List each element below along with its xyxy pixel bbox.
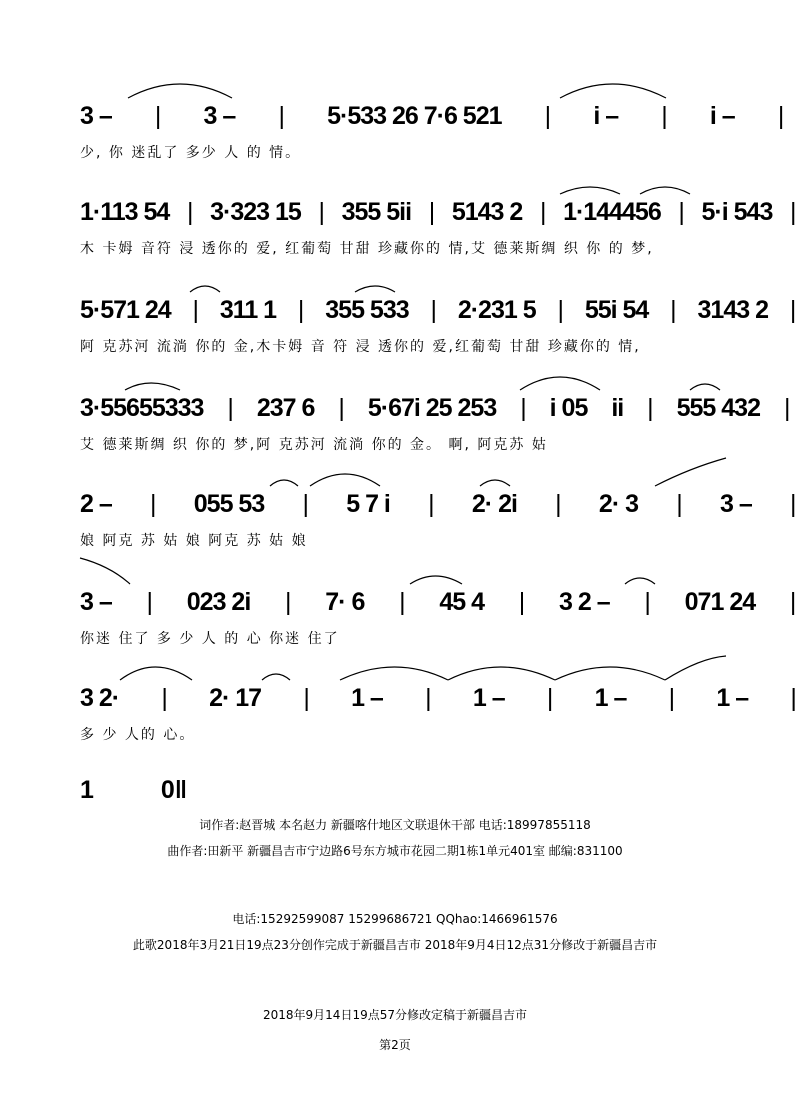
note-group: 3 – — [80, 102, 112, 130]
note-group: 55i 54 — [584, 296, 649, 324]
notation-line — [80, 484, 796, 524]
bar-line: | — [278, 102, 284, 130]
note-group: 5 7 i — [346, 490, 390, 518]
notation-line — [80, 388, 790, 428]
bar-line: | — [777, 102, 784, 130]
bar-line: | — [518, 588, 525, 616]
note-group: 1 – — [716, 684, 749, 712]
bar-line: | — [303, 684, 309, 712]
bar-line: | — [647, 394, 653, 422]
note-group: 1·113 54 — [80, 198, 170, 226]
note-group: 1·144456 — [563, 198, 661, 226]
note-group: 355 5ii — [341, 198, 412, 226]
final-note: 1 — [80, 776, 94, 804]
notation-line — [80, 290, 796, 330]
score-system-7 — [0, 678, 796, 774]
bar-line: | — [789, 588, 796, 616]
bar-line: | — [399, 588, 405, 616]
creation-note: 此歌2018年3月21日19点23分创作完成于新疆昌吉市 2018年9月4日12点31分修改于新疆昌吉市 — [132, 938, 658, 952]
note-group: 5·i 543 — [701, 198, 773, 226]
note-group: 5·533 26 7·6 521 — [327, 102, 502, 130]
note-group: 2· 17 — [209, 684, 262, 712]
bar-line: | — [428, 198, 435, 226]
note-group: 1 – — [594, 684, 627, 712]
bar-line: | — [146, 588, 153, 616]
bar-line: | — [186, 198, 193, 226]
bar-line: | — [428, 490, 434, 518]
note-group: 3143 2 — [697, 296, 768, 324]
note-group: i – — [593, 102, 619, 130]
note-group: 1 – — [351, 684, 383, 712]
lyrics-line: 少, 你 迷乱了 多少 人 的 情。 — [80, 145, 302, 161]
ending-line — [80, 770, 247, 810]
bar-line: | — [192, 296, 199, 324]
bar-line: | — [285, 588, 291, 616]
bar-line: | — [555, 490, 561, 518]
notation-line — [80, 678, 796, 718]
composer-credit: 曲作者:田新平 新疆昌吉市宁边路6号东方城市花园二期1栋1单元401室 邮编:831100 — [167, 844, 623, 858]
note-group: 311 1 — [219, 296, 277, 324]
note-group: 5·571 24 — [80, 296, 171, 324]
bar-line: | — [227, 394, 233, 422]
bar-line: | — [789, 296, 796, 324]
final-rest-barline: 0‖ — [160, 776, 188, 804]
note-group: 237 6 — [256, 394, 315, 422]
note-group: 2 – — [80, 490, 112, 518]
bar-line: | — [557, 296, 563, 324]
bar-line: | — [297, 296, 304, 324]
note-group: i – — [709, 102, 735, 130]
bar-line: | — [302, 490, 308, 518]
note-group: 45 4 — [439, 588, 485, 616]
contact-phone: 电话:15292599087 15299686721 QQhao:1466961576 — [232, 912, 558, 926]
note-group: 355 533 — [325, 296, 409, 324]
note-group: 3 – — [720, 490, 752, 518]
note-group: 2· 2i — [471, 490, 517, 518]
bar-line: | — [544, 102, 551, 130]
note-group: 1 – — [472, 684, 505, 712]
bar-line: | — [783, 394, 790, 422]
bar-line: | — [430, 296, 436, 324]
notation-line — [80, 582, 796, 622]
lyricist-credit: 词作者:赵晋城 本名赵力 新疆喀什地区文联退休干部 电话:18997855118 — [199, 818, 591, 832]
bar-line: | — [539, 198, 546, 226]
notation-line — [80, 192, 796, 232]
note-group: 5143 2 — [451, 198, 523, 226]
bar-line: | — [318, 198, 324, 226]
lyrics-line: 阿 克苏河 流淌 你的 金,木卡姆 音 符 浸 透你的 爱,红葡萄 甘甜 珍藏你的 情, — [80, 339, 641, 355]
bar-line: | — [676, 490, 682, 518]
note-group: i 05 — [549, 394, 588, 422]
bar-line: | — [661, 102, 667, 130]
notation-line — [80, 96, 784, 136]
finalized-note: 2018年9月14日19点57分修改定稿于新疆昌吉市 — [263, 1008, 527, 1022]
bar-line: | — [338, 394, 344, 422]
bar-line: | — [150, 490, 156, 518]
note-group: 3 – — [80, 588, 112, 616]
note-group: 3 2· — [80, 684, 120, 712]
note-group: 555 432 — [676, 394, 760, 422]
note-group: 3·55655333 — [80, 394, 204, 422]
lyrics-line: 艾 德莱斯绸 织 你的 梦,阿 克苏河 流淌 你的 金。 啊, 阿克苏 姑 — [80, 437, 548, 453]
page-number: 第2页 — [379, 1038, 411, 1052]
bar-line: | — [520, 394, 526, 422]
bar-line: | — [668, 684, 675, 712]
note-group: 3 – — [203, 102, 236, 130]
lyrics-line: 娘 阿克 苏 姑 娘 阿克 苏 姑 娘 — [80, 533, 308, 549]
bar-line: | — [790, 490, 796, 518]
bar-line: | — [425, 684, 431, 712]
note-group: 2·231 5 — [457, 296, 536, 324]
bar-line: | — [154, 102, 161, 130]
bar-line: | — [790, 684, 796, 712]
bar-line: | — [670, 296, 676, 324]
bar-line: | — [790, 198, 796, 226]
note-group: 3 2 – — [559, 588, 610, 616]
note-group: 023 2i — [186, 588, 251, 616]
note-group: 5·67i 25 253 — [367, 394, 497, 422]
note-group: 071 24 — [684, 588, 756, 616]
note-group: 2· 3 — [598, 490, 639, 518]
bar-line: | — [644, 588, 650, 616]
bar-line: | — [678, 198, 684, 226]
note-group: 3·323 15 — [210, 198, 301, 226]
bar-line: | — [161, 684, 167, 712]
lyrics-line: 多 少 人的 心。 — [80, 727, 196, 743]
bar-line: | — [546, 684, 553, 712]
note-group: 7· 6 — [325, 588, 365, 616]
lyrics-line: 你迷 住了 多 少 人 的 心 你迷 住了 — [80, 631, 340, 647]
note-group: 055 53 — [193, 490, 265, 518]
lyrics-line: 木 卡姆 音符 浸 透你的 爱, 红葡萄 甘甜 珍藏你的 情,艾 德莱斯绸 织 你 的 梦, — [80, 241, 654, 257]
note-group: ii — [611, 394, 624, 422]
